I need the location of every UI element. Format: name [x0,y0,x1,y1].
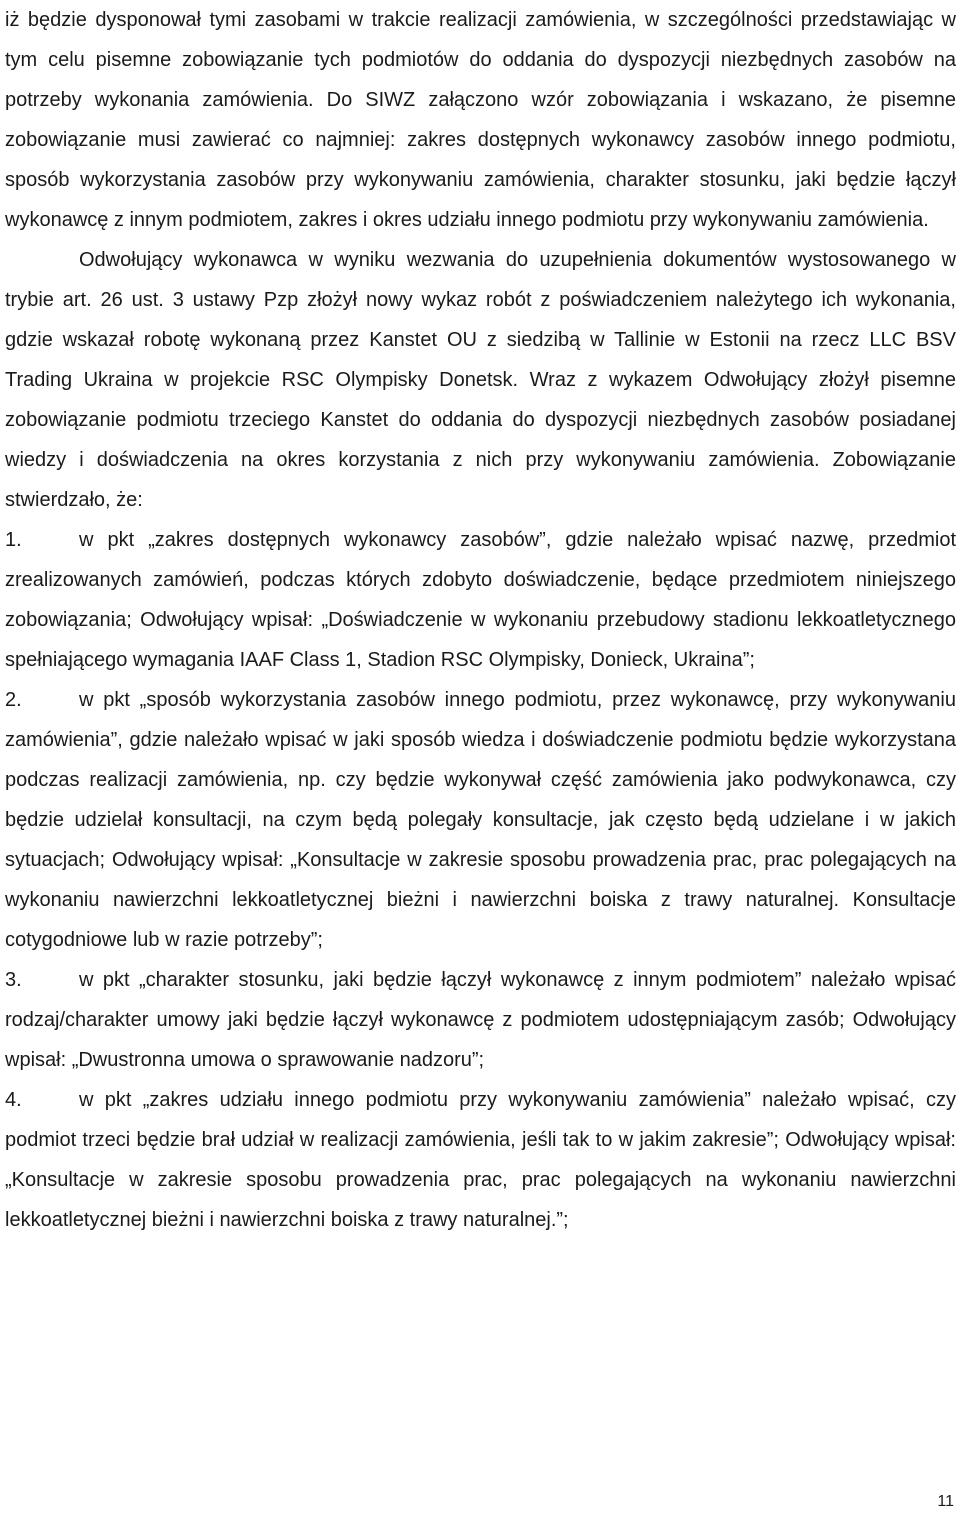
enumerated-list [5,520,956,1240]
list-item-4 [5,1080,956,1240]
list-item-text: w pkt „zakres dostępnych wykonawcy zasobów”, gdzie należało wpisać nazwę, przedmiot zrealizowanych zamówień, podczas których zdobyto doświadczenie, będące przedmiotem niniejszego zobowiązania; Odwołujący wpisał: „Doświadczenie w wykonaniu przebudowy stadionu lekkoatletycznego spełniającego wymagania IAAF Class 1, Stadion RSC Olympisky, Donieck, Ukraina”; [5,529,956,671]
list-item-number: 3. [5,969,22,991]
list-item-3 [5,960,956,1080]
paragraph-1: iż będzie dysponował tymi zasobami w trakcie realizacji zamówienia, w szczególności przedstawiając w tym celu pisemne zobowiązanie tych podmiotów do oddania do dyspozycji niezbędnych zasobów na potrzeby wykonania zamówienia. Do SIWZ załączono wzór zobowiązania i wskazano, że pisemne zobowiązanie musi zawierać co najmniej: zakres dostępnych wykonawcy zasobów innego podmiotu, sposób wykorzystania zasobów przy wykonywaniu zamówienia, charakter stosunku, jaki będzie łączył wykonawcę z innym podmiotem, zakres i okres udziału innego podmiotu przy wykonywaniu zamówienia. [5,9,956,231]
list-item-number: 2. [5,689,22,711]
page-number: 11 [937,1493,954,1510]
list-item-text: w pkt „sposób wykorzystania zasobów innego podmiotu, przez wykonawcę, przy wykonywaniu zamówienia”, gdzie należało wpisać w jaki sposób wiedza i doświadczenie podmiotu będzie wykorzystana podczas realizacji zamówienia, np. czy będzie wykonywał część zamówienia jako podwykonawca, czy będzie udzielał konsultacji, na czym będą polegały konsultacje, jak często będą udzielane i w jakich sytuacjach; Odwołujący wpisał: „Konsultacje w zakresie sposobu prowadzenia prac, prac polegających na wykonaniu nawierzchni lekkoatletycznej bieżni i nawierzchni boiska z trawy naturalnej. Konsultacje cotygodniowe lub w razie potrzeby”; [5,689,956,951]
list-item-1 [5,520,956,680]
list-item-text: w pkt „zakres udziału innego podmiotu przy wykonywaniu zamówienia” należało wpisać, czy podmiot trzeci będzie brał udział w realizacji zamówienia, jeśli tak to w jakim zakresie”; Odwołujący wpisał: „Konsultacje w zakresie sposobu prowadzenia prac, prac polegających na wykonaniu nawierzchni lekkoatletycznej bieżni i nawierzchni boiska z trawy naturalnej.”; [5,1089,956,1231]
list-item-number: 4. [5,1089,22,1111]
document-body [5,0,956,1240]
paragraph-2: Odwołujący wykonawca w wyniku wezwania do uzupełnienia dokumentów wystosowanego w trybie art. 26 ust. 3 ustawy Pzp złożył nowy wykaz robót z poświadczeniem należytego ich wykonania, gdzie wskazał robotę wykonaną przez Kanstet OU z siedzibą w Tallinie w Estonii na rzecz LLC BSV Trading Ukraina w projekcie RSC Olympisky Donetsk. Wraz z wykazem Odwołujący złożył pisemne zobowiązanie podmiotu trzeciego Kanstet do oddania do dyspozycji niezbędnych zasobów posiadanej wiedzy i doświadczenia na okres korzystania z nich przy wykonywaniu zamówienia. Zobowiązanie stwierdzało, że: [5,249,956,511]
list-item-text: w pkt „charakter stosunku, jaki będzie łączył wykonawcę z innym podmiotem” należało wpisać rodzaj/charakter umowy jaki będzie łączył wykonawcę z podmiotem udostępniającym zasób; Odwołujący wpisał: „Dwustronna umowa o sprawowanie nadzoru”; [5,969,956,1071]
list-item-2 [5,680,956,960]
list-item-number: 1. [5,529,22,551]
